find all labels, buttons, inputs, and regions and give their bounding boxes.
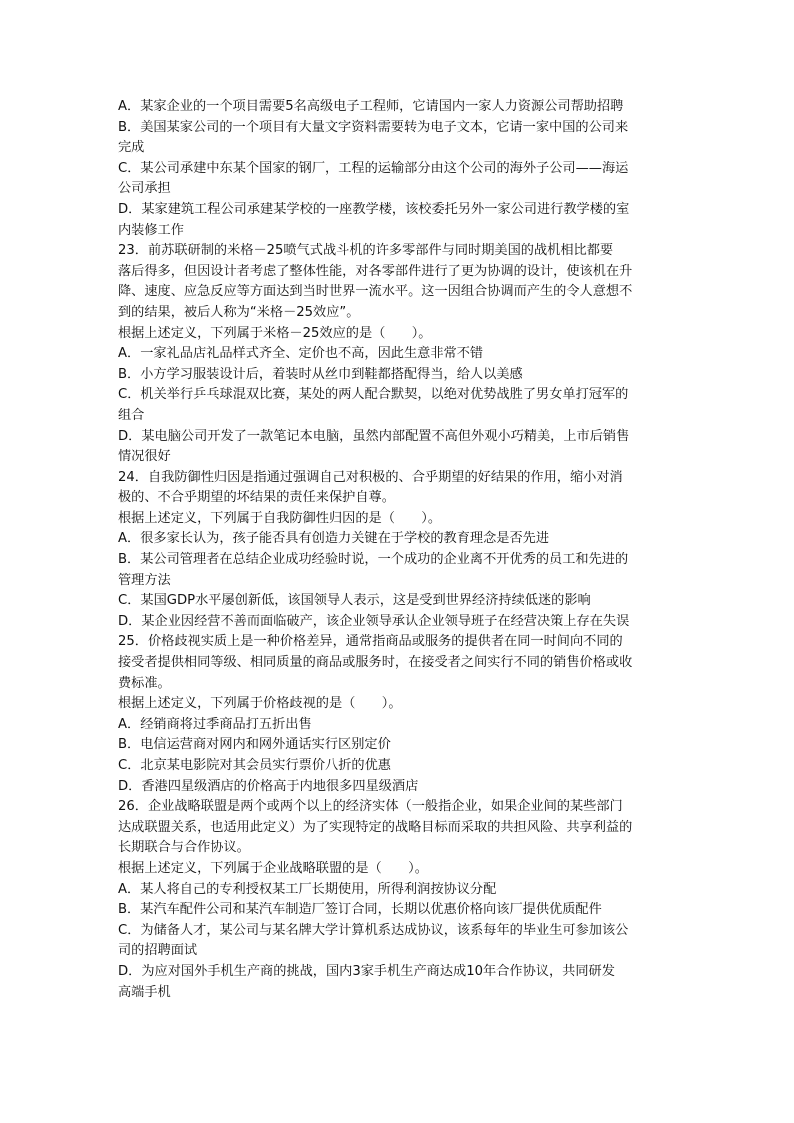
option-line: A．一家礼品店礼品样式齐全、定价也不高，因此生意非常不错 <box>118 346 484 362</box>
text-line: D．某家建筑工程公司承建某学校的一座教学楼，该校委托另外一家公司进行教学楼的室 <box>118 201 630 217</box>
option-line: C．某国GDP水平屡创新低，该国领导人表示，这是受到世界经济持续低迷的影响 <box>118 593 591 609</box>
option-line: D．为应对国外手机生产商的挑战，国内3家手机生产商达成10年合作协议，共同研发 <box>118 963 615 979</box>
option-line: B．某公司管理者在总结企业成功经验时说，一个成功的企业离不开优秀的员工和先进的 <box>118 552 629 568</box>
option-line: C．机关举行乒乓球混双比赛，某处的两人配合默契，以绝对优势战胜了男女单打冠军的 <box>118 387 629 403</box>
text-line: 落后得多，但因设计者考虑了整体性能，对各零部件进行了更为协调的设计，使该机在升 <box>118 263 633 279</box>
option-line: D．某电脑公司开发了一款笔记本电脑，虽然内部配置不高但外观小巧精美，上市后销售 <box>118 428 630 444</box>
text-line: 管理方法 <box>118 572 171 588</box>
question-25-line: 25．价格歧视实质上是一种价格差异，通常指商品或服务的提供者在同一时间向不同的 <box>118 634 623 650</box>
text-line: 降、速度、应急反应等方面达到当时世界一流水平。这一因组合协调而产生的令人意想不 <box>118 284 633 300</box>
text-line: A．某家企业的一个项目需要5名高级电子工程师，它请国内一家人力资源公司帮助招聘 <box>118 99 624 114</box>
option-line: A．经销商将过季商品打五折出售 <box>118 716 312 732</box>
text-line: C．某公司承建中东某个国家的钢厂，工程的运输部分由这个公司的海外子公司——海运 <box>118 160 629 176</box>
option-line: B．某汽车配件公司和某汽车制造厂签订合同，长期以优惠价格向该厂提供优质配件 <box>118 902 602 918</box>
text-line: B．美国某家公司的一个项目有大量文字资料需要转为电子文本，它请一家中国的公司来 <box>118 119 629 135</box>
option-line: D．某企业因经营不善而面临破产，该企业领导承认企业领导班子在经营决策上存在失误 <box>118 613 630 629</box>
question-prompt: 根据上述定义，下列属于价格歧视的是（ ）。 <box>118 696 402 712</box>
text-line: 内装修工作 <box>118 222 184 238</box>
text-line: 高端手机 <box>118 984 171 1000</box>
text-line: 组合 <box>118 407 145 423</box>
option-line: D．香港四星级酒店的价格高于内地很多四星级酒店 <box>118 778 419 794</box>
text-line: 到的结果，被后人称为“米格－25效应”。 <box>118 304 360 320</box>
text-line: 费标准。 <box>118 675 171 691</box>
text-line: 达成联盟关系，也适用此定义）为了实现特定的战略目标而采取的共担风险、共享利益的 <box>118 819 633 835</box>
text-line: 情况很好 <box>118 449 171 465</box>
text-line: 公司承担 <box>118 181 171 197</box>
question-23-line: 23．前苏联研制的米格－25喷气式战斗机的许多零部件与同时期美国的战机相比都要 <box>118 243 614 259</box>
text-line: 长期联合与合作协议。 <box>118 840 250 856</box>
option-line: C．为储备人才，某公司与某名牌大学计算机系达成协议，该系每年的毕业生可参加该公 <box>118 922 629 938</box>
document-page <box>118 97 674 1003</box>
option-line: A．很多家长认为，孩子能否具有创造力关键在于学校的教育理念是否先进 <box>118 531 550 547</box>
question-prompt: 根据上述定义，下列属于企业战略联盟的是（ ）。 <box>118 860 428 876</box>
option-line: A．某人将自己的专利授权某工厂长期使用，所得利润按协议分配 <box>118 881 497 897</box>
text-line: 极的、不合乎期望的坏结果的责任来保护自尊。 <box>118 490 395 506</box>
question-prompt: 根据上述定义，下列属于米格－25效应的是（ ）。 <box>118 325 432 341</box>
text-line: 司的招聘面试 <box>118 943 198 959</box>
option-line: C．北京某电影院对其会员实行票价八折的优惠 <box>118 758 391 773</box>
option-line: B．小方学习服装设计后，着装时从丝巾到鞋都搭配得当，给人以美感 <box>118 366 523 382</box>
text-line: 完成 <box>118 140 145 156</box>
question-24-line: 24．自我防御性归因是指通过强调自己对积极的、合乎期望的好结果的作用，缩小对消 <box>118 469 623 485</box>
text-line: 接受者提供相同等级、相同质量的商品或服务时，在接受者之间实行不同的销售价格或收 <box>118 655 633 671</box>
option-line: B．电信运营商对网内和网外通话实行区别定价 <box>118 737 391 753</box>
question-26-line: 26．企业战略联盟是两个或两个以上的经济实体（一般指企业，如果企业间的某些部门 <box>118 799 623 815</box>
question-prompt: 根据上述定义，下列属于自我防御性归因的是（ ）。 <box>118 510 442 526</box>
